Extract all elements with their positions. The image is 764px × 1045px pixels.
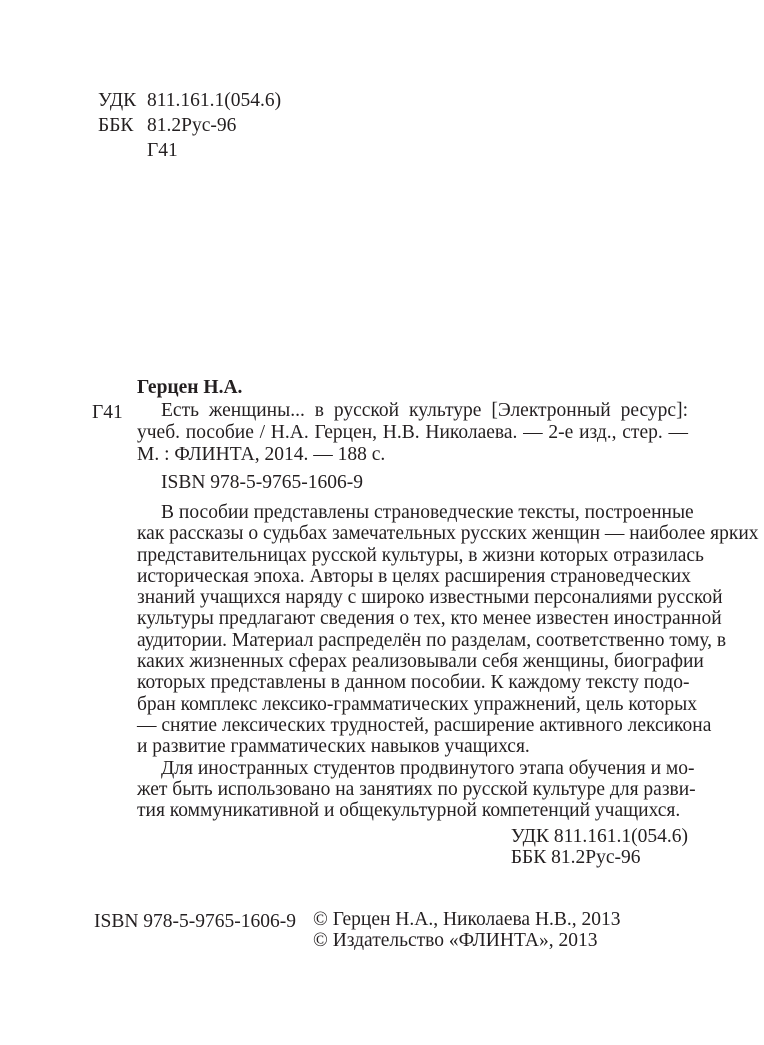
annotation-line: которых представлены в данном пособии. К каждому тексту подо- bbox=[137, 672, 690, 694]
index-bbk: ББК 81.2Рус-96 bbox=[510, 847, 641, 869]
author-mark: Г41 bbox=[147, 140, 178, 161]
classification-block bbox=[98, 88, 281, 163]
annotation-line: Для иностранных студентов продвинутого этапа обучения и мо- bbox=[161, 757, 695, 779]
bib-line: М. : ФЛИНТА, 2014. — 188 с. bbox=[137, 444, 386, 465]
annotation-line: как рассказы о судьбах замечательных русских женщин — наиболее ярких bbox=[137, 523, 759, 545]
record-author: Герцен Н.А. bbox=[137, 377, 243, 398]
record-isbn: ISBN 978-5-9765-1606-9 bbox=[161, 472, 364, 493]
footer-isbn: ISBN 978-5-9765-1606-9 bbox=[94, 911, 297, 932]
udk-row bbox=[98, 88, 281, 113]
annotation-line: и развитие грамматических навыков учащихся. bbox=[137, 736, 530, 758]
index-block bbox=[511, 826, 688, 869]
bbk-label: ББК bbox=[98, 115, 134, 136]
annotation-line: — снятие лексических трудностей, расширение активного лексикона bbox=[137, 714, 712, 736]
bbk-row bbox=[98, 113, 281, 138]
annotation-line: историческая эпоха. Авторы в целях расширения страноведческих bbox=[137, 565, 691, 587]
author-mark-row bbox=[98, 138, 281, 163]
annotation-line: каких жизненных сферах реализовывали себя женщины, биографии bbox=[137, 651, 704, 673]
copyright-publisher: © Издательство «ФЛИНТА», 2013 bbox=[313, 930, 598, 952]
copyright-block bbox=[313, 909, 621, 952]
annotation-line: знаний учащихся наряду с широко известными персоналиями русской bbox=[137, 587, 723, 609]
copyright-authors: © Герцен Н.А., Николаева Н.В., 2013 bbox=[313, 909, 621, 930]
bib-line: учеб. пособие / Н.А. Герцен, Н.В. Николаева. — 2-е изд., стер. — bbox=[137, 422, 688, 443]
annotation bbox=[137, 502, 759, 822]
udk-label: УДК bbox=[98, 90, 137, 111]
record-code: Г41 bbox=[92, 402, 123, 423]
annotation-line: жет быть использовано на занятиях по русской культуре для разви- bbox=[137, 778, 696, 800]
annotation-line: представительницах русской культуры, в жизни которых отразилась bbox=[137, 544, 704, 566]
annotation-line: аудитории. Материал распределён по разделам, соответственно тому, в bbox=[137, 629, 727, 651]
bib-line: Есть женщины... в русской культуре [Электронный ресурс]: bbox=[161, 400, 688, 421]
annotation-line: тия коммуникативной и общекультурной компетенций учащихся. bbox=[137, 800, 681, 822]
udk-value: 811.161.1(054.6) bbox=[147, 90, 282, 111]
index-udk: УДК 811.161.1(054.6) bbox=[510, 826, 688, 847]
annotation-line: В пособии представлены страноведческие тексты, построенные bbox=[161, 502, 694, 523]
annotation-line: культуры предлагают сведения о тех, кто менее известен иностранной bbox=[137, 608, 722, 630]
annotation-line: бран комплекс лексико-грамматических упражнений, цель которых bbox=[137, 693, 697, 715]
bibliographic-description bbox=[137, 400, 688, 466]
bbk-value: 81.2Рус-96 bbox=[147, 115, 237, 136]
